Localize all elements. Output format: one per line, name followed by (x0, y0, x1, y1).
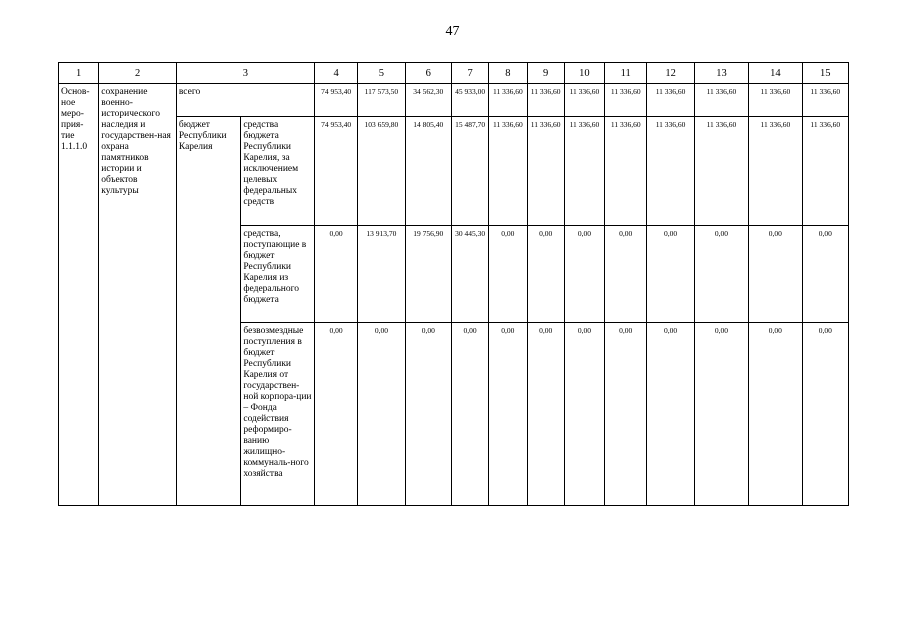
value-cell: 74 953,40 (314, 84, 357, 117)
value-cell: 11 336,60 (605, 117, 647, 226)
value-cell: 117 573,50 (358, 84, 405, 117)
value-cell: 0,00 (605, 323, 647, 506)
header-cell: 10 (564, 63, 604, 84)
header-cell: 9 (527, 63, 564, 84)
header-cell: 1 (59, 63, 99, 84)
header-cell: 11 (605, 63, 647, 84)
value-cell: 11 336,60 (527, 84, 564, 117)
header-cell: 12 (647, 63, 694, 84)
value-cell: 0,00 (489, 323, 527, 506)
header-row (59, 63, 849, 84)
description-cell: сохранение военно-исторического наследия и государствен-ная охрана памятников истории и объектов культуры (99, 84, 177, 506)
header-cell: 2 (99, 63, 177, 84)
value-cell: 11 336,60 (605, 84, 647, 117)
header-cell: 7 (451, 63, 488, 84)
header-cell: 8 (489, 63, 527, 84)
budget-label-cell: бюджет Республики Карелия (176, 117, 240, 506)
value-cell: 11 336,60 (647, 117, 694, 226)
value-cell: 0,00 (564, 323, 604, 506)
value-cell: 0,00 (802, 226, 848, 323)
value-cell: 103 659,80 (358, 117, 405, 226)
value-cell: 11 336,60 (489, 84, 527, 117)
header-cell: 5 (358, 63, 405, 84)
value-cell: 14 805,40 (405, 117, 451, 226)
header-cell: 13 (694, 63, 748, 84)
value-cell: 13 913,70 (358, 226, 405, 323)
header-cell: 14 (749, 63, 802, 84)
value-cell: 0,00 (314, 226, 357, 323)
value-cell: 0,00 (647, 323, 694, 506)
source-cell: средства, поступающие в бюджет Республики Карелия из федерального бюджета (241, 226, 315, 323)
value-cell: 0,00 (694, 226, 748, 323)
value-cell: 0,00 (314, 323, 357, 506)
value-cell: 0,00 (451, 323, 488, 506)
value-cell: 0,00 (527, 226, 564, 323)
value-cell: 0,00 (694, 323, 748, 506)
value-cell: 34 562,30 (405, 84, 451, 117)
value-cell: 15 487,70 (451, 117, 488, 226)
value-cell: 0,00 (749, 323, 802, 506)
value-cell: 11 336,60 (802, 84, 848, 117)
value-cell: 11 336,60 (694, 84, 748, 117)
header-cell: 4 (314, 63, 357, 84)
value-cell: 45 933,00 (451, 84, 488, 117)
value-cell: 11 336,60 (647, 84, 694, 117)
value-cell: 0,00 (564, 226, 604, 323)
value-cell: 11 336,60 (749, 84, 802, 117)
header-cell: 3 (176, 63, 314, 84)
value-cell: 11 336,60 (564, 117, 604, 226)
value-cell: 0,00 (647, 226, 694, 323)
source-cell: безвозмездные поступления в бюджет Республики Карелия от государствен-ной корпора-ции – Фонда содействия реформиро-ванию жилищно-коммуналь-ного хозяйства (241, 323, 315, 506)
value-cell: 0,00 (802, 323, 848, 506)
value-cell: 0,00 (605, 226, 647, 323)
table-row (59, 84, 849, 117)
total-label: всего (176, 84, 314, 117)
value-cell: 11 336,60 (527, 117, 564, 226)
page-number: 47 (445, 24, 460, 39)
value-cell: 74 953,40 (314, 117, 357, 226)
value-cell: 11 336,60 (694, 117, 748, 226)
value-cell: 0,00 (749, 226, 802, 323)
measure-cell: Основ-ное меро-прия-тие 1.1.1.0 (59, 84, 99, 506)
value-cell: 30 445,30 (451, 226, 488, 323)
header-cell: 6 (405, 63, 451, 84)
value-cell: 0,00 (405, 323, 451, 506)
value-cell: 11 336,60 (564, 84, 604, 117)
value-cell: 11 336,60 (802, 117, 848, 226)
source-cell: средства бюджета Республики Карелия, за исключением целевых федеральных средств (241, 117, 315, 226)
value-cell: 0,00 (489, 226, 527, 323)
value-cell: 11 336,60 (489, 117, 527, 226)
header-cell: 15 (802, 63, 848, 84)
value-cell: 0,00 (358, 323, 405, 506)
value-cell: 19 756,90 (405, 226, 451, 323)
budget-table (58, 62, 849, 506)
value-cell: 0,00 (527, 323, 564, 506)
value-cell: 11 336,60 (749, 117, 802, 226)
table-row (59, 117, 849, 226)
